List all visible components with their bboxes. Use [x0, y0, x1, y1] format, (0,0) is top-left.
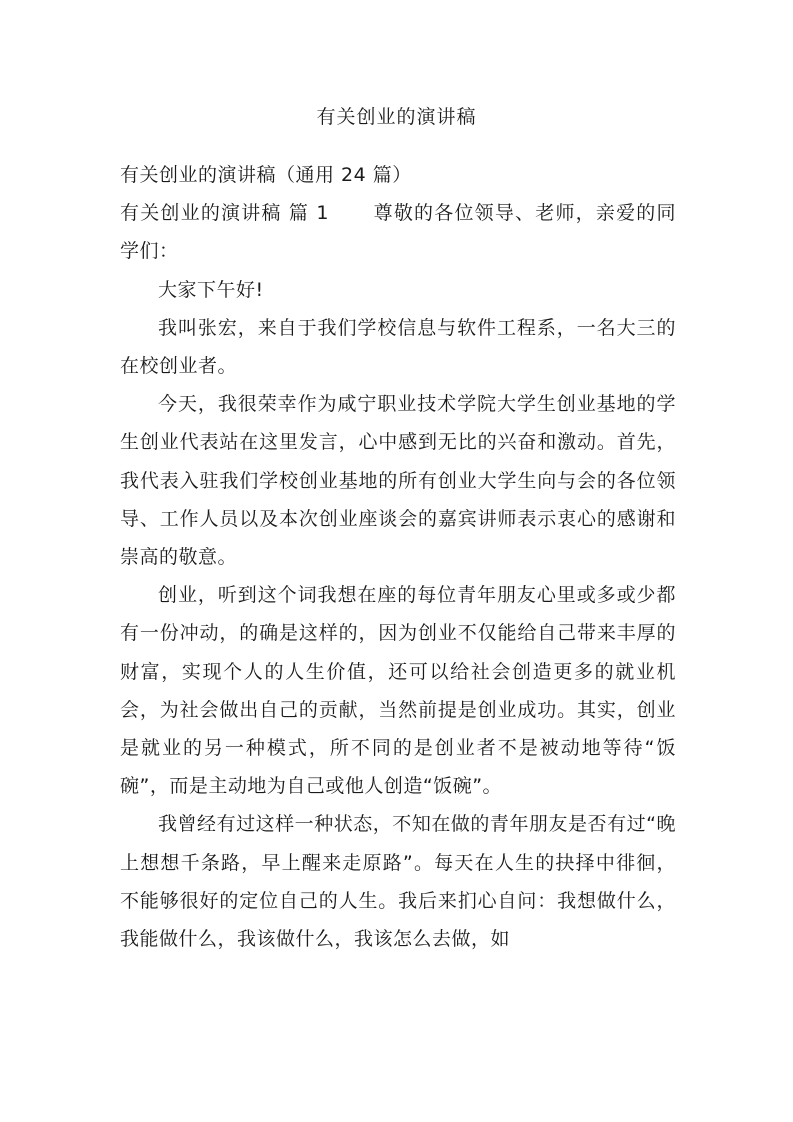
document-body — [120, 156, 676, 958]
paragraph: 大家下午好! — [158, 278, 264, 301]
section-heading: 有关创业的演讲稿 篇 1 — [120, 202, 329, 225]
paragraph: 我曾经有过这样一种状态，不知在做的青年朋友是否有过“晚上想想千条路，早上醒来走原路”。每天在人生的抉择中徘徊，不能够很好的定位自己的人生。我后来扪心自问：我想做什么，我能做什么，我该做什么，我该怎么去做，如 — [120, 813, 676, 951]
paragraph: 创业，听到这个词我想在座的每位青年朋友心里或多或少都有一份冲动，的确是这样的，因为创业不仅能给自己带来丰厚的财富，实现个人的人生价值，还可以给社会创造更多的就业机会，为社会做出自己的贡献，当然前提是创业成功。其实，创业是就业的另一种模式，所不同的是创业者不是被动地等待“饭碗”，而是主动地为自己或他人创造“饭碗”。 — [120, 584, 676, 798]
greeting-line: 尊敬的各位领导、老师，亲爱的同学们： — [120, 202, 676, 263]
document-subtitle: 有关创业的演讲稿（通用 24 篇） — [120, 164, 412, 186]
section-heading-line — [120, 194, 676, 270]
paragraph: 我叫张宏，来自于我们学校信息与软件工程系，一名大三的在校创业者。 — [120, 316, 676, 378]
document-title: 有关创业的演讲稿 — [316, 106, 477, 128]
paragraph: 今天，我很荣幸作为咸宁职业技术学院大学生创业基地的学生创业代表站在这里发言，心中感到无比的兴奋和激动。首先，我代表入驻我们学校创业基地的所有创业大学生向与会的各位领导、工作人员以及本次创业座谈会的嘉宾讲师表示衷心的感谢和崇高的敬意。 — [120, 393, 676, 569]
